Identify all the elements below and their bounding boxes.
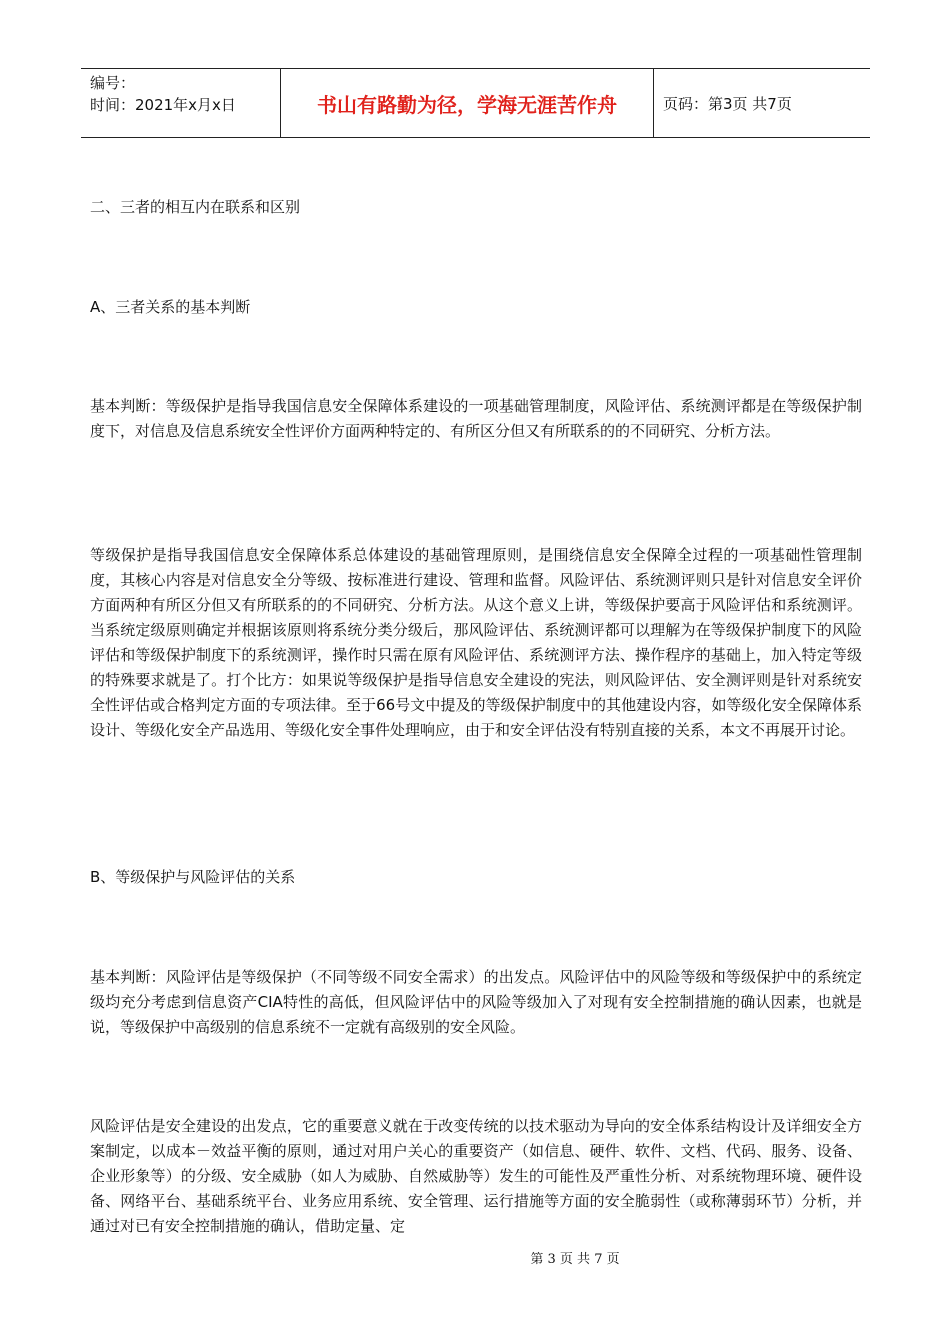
subsection-b-title: B、等级保护与风险评估的关系 (90, 868, 296, 886)
subsection-a-title: A、三者关系的基本判断 (90, 298, 251, 316)
motto-text: 书山有路勤为径，学海无涯苦作舟 (317, 92, 617, 117)
paragraph-basic-judgment-a: 基本判断：等级保护是指导我国信息安全保障体系建设的一项基础管理制度，风险评估、系统测评都是在等级保护制度下，对信息及信息系统安全性评价方面两种特定的、有所区分但又有所联系的的不同研究、分析方法。 (90, 397, 862, 440)
footer-page-number: 第 3 页 共 7 页 (530, 1252, 620, 1267)
document-number-label: 编号： (90, 74, 136, 92)
document-date: 时间：2021年x月x日 (90, 96, 236, 114)
paragraph-grade-protection: 等级保护是指导我国信息安全保障体系总体建设的基础管理原则，是围绕信息安全保障全过程的一项基础性管理制度，其核心内容是对信息安全分等级、按标准进行建设、管理和监督。风险评估、系统测评则只是针对信息安全评价方面两种有所区分但又有所联系的的不同研究、分析方法。从这个意义上讲，等级保护要高于风险评估和系统测评。当系统定级原则确定并根据该原则将系统分类分级后，那风险评估、系统测评都可以理解为在等级保护制度下的风险评估和等级保护制度下的系统测评，操作时只需在原有风险评估、系统测评方法、操作程序的基础上，加入特定等级的特殊要求就是了。打个比方：如果说等级保护是指导信息安全建设的宪法，则风险评估、安全测评则是针对系统安全性评估或合格判定方面的专项法律。至于66号文中提及的等级保护制度中的其他建设内容，如等级化安全保障体系设计、等级化安全产品选用、等级化安全事件处理响应，由于和安全评估没有特别直接的关系，本文不再展开讨论。 (90, 546, 862, 739)
page-info-text: 页码：第3页 共7页 (663, 94, 792, 113)
header-motto (281, 69, 654, 137)
page-footer (0, 1248, 950, 1267)
page-header (81, 68, 870, 138)
paragraph-risk-assessment: 风险评估是安全建设的出发点，它的重要意义就在于改变传统的以技术驱动为导向的安全体系结构设计及详细安全方案制定，以成本－效益平衡的原则，通过对用户关心的重要资产（如信息、硬件、软件、文档、代码、服务、设备、企业形象等）的分级、安全威胁（如人为威胁、自然威胁等）发生的可能性及严重性分析、对系统物理环境、硬件设备、网络平台、基础系统平台、业务应用系统、安全管理、运行措施等方面的安全脆弱性（或称薄弱环节）分析，并通过对已有安全控制措施的确认，借助定量、定 (90, 1117, 862, 1235)
header-page-info (654, 69, 870, 137)
header-meta (81, 69, 281, 137)
section-title: 二、三者的相互内在联系和区别 (90, 198, 301, 216)
paragraph-basic-judgment-b: 基本判断：风险评估是等级保护（不同等级不同安全需求）的出发点。风险评估中的风险等级和等级保护中的系统定级均充分考虑到信息资产CIA特性的高低，但风险评估中的风险等级加入了对现有安全控制措施的确认因素，也就是说，等级保护中高级别的信息系统不一定就有高级别的安全风险。 (90, 968, 862, 1036)
